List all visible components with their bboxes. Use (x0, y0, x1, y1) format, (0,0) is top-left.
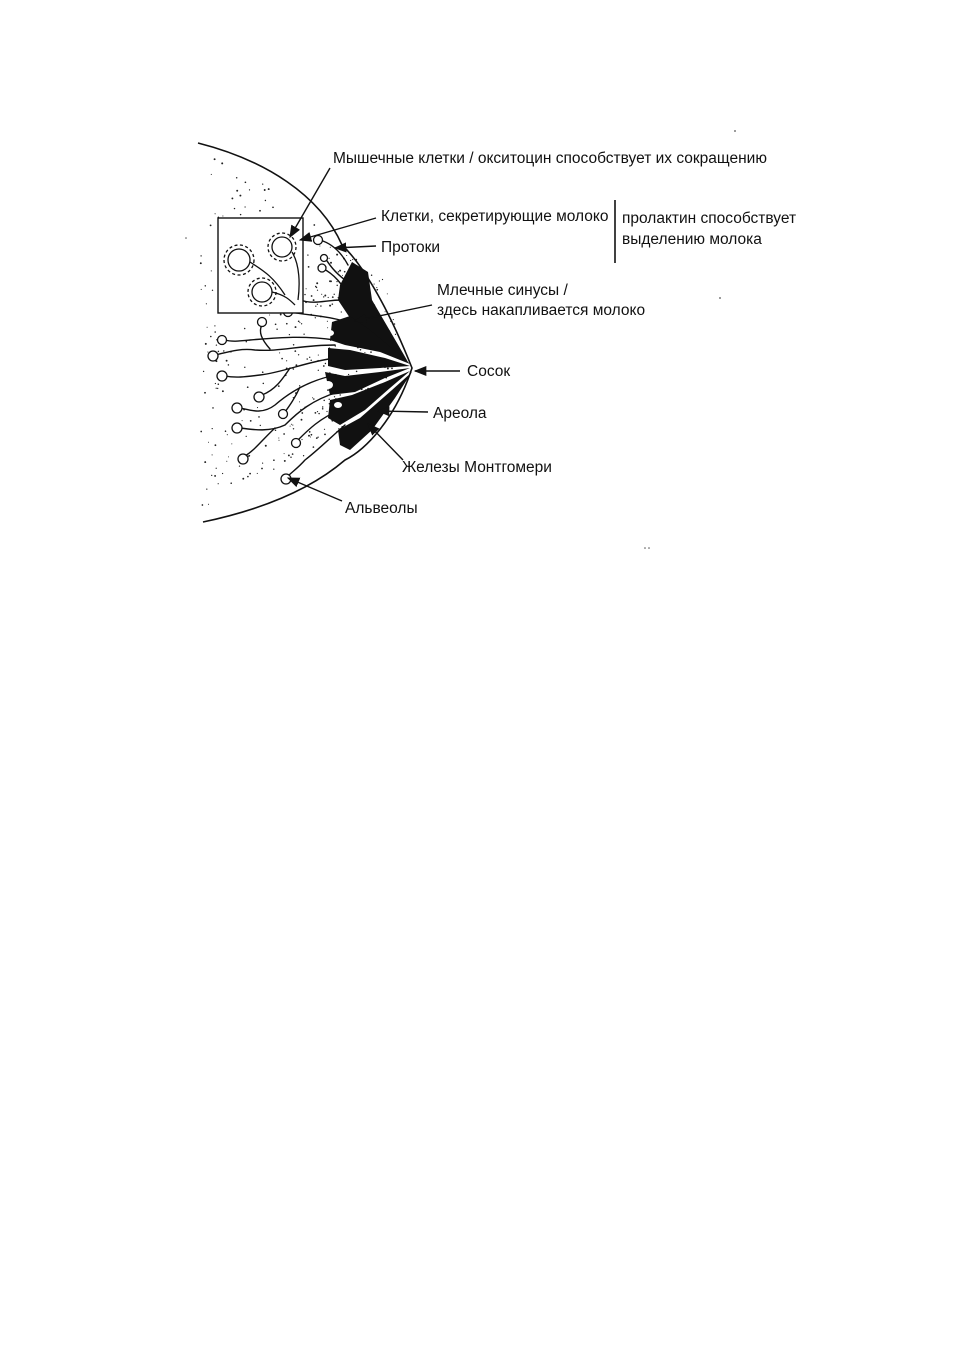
stipple-dot (215, 444, 217, 446)
stipple-dot (239, 465, 240, 466)
stipple-dot (313, 446, 315, 448)
stipple-dot (245, 181, 247, 183)
stipple-dot (328, 297, 329, 298)
stipple-dot (289, 334, 290, 335)
stipple-dot (263, 383, 265, 385)
stipple-dot (303, 455, 304, 456)
stipple-dot (376, 287, 377, 288)
stipple-dot (200, 255, 201, 256)
stipple-dot (327, 327, 328, 328)
stipple-dot (320, 305, 322, 307)
stipple-dot (346, 255, 347, 256)
stipple-dot (355, 259, 357, 261)
stipple-dot (312, 397, 313, 398)
stipple-dot (340, 394, 341, 395)
stipple-dot (204, 392, 206, 394)
stipple-dot (341, 311, 342, 312)
stipple-dot (336, 281, 337, 282)
stipple-dot (318, 355, 319, 356)
stipple-dot (275, 430, 277, 432)
stipple-dot (260, 425, 261, 426)
stipple-dot (268, 188, 270, 190)
stipple-dot (217, 388, 218, 389)
stipple-dot (318, 413, 319, 414)
stipple-dot (223, 350, 224, 351)
lactiferous-sinuses (325, 262, 412, 450)
stipple-dot (336, 285, 337, 286)
stipple-dot (315, 306, 316, 307)
stipple-dot (244, 206, 245, 207)
stipple-dot (222, 215, 223, 216)
stipple-dot (250, 420, 252, 422)
stipple-dot (236, 190, 238, 192)
stipple-dot (291, 424, 292, 425)
stipple-dot (336, 254, 338, 256)
stipple-dot (293, 368, 295, 370)
stipple-dot (332, 296, 334, 298)
label-muscle-cells: Мышечные клетки / окситоцин способствует их сокращению (333, 150, 767, 167)
stipple-dot (276, 328, 277, 329)
stipple-dot (225, 430, 227, 432)
label-montgomery: Железы Монтгомери (402, 459, 552, 476)
stipple-dot (330, 262, 332, 264)
stipple-dot (286, 360, 287, 361)
stipple-dot (348, 374, 349, 375)
label-sinuses-line1: Млечные синусы / (437, 282, 568, 299)
stipple-dot (310, 436, 311, 437)
stipple-dot (211, 475, 212, 476)
stipple-dot (284, 460, 286, 462)
stipple-dot (290, 426, 291, 427)
stipple-dot (299, 385, 300, 386)
stipple-dot (323, 365, 325, 367)
stipple-dot (298, 320, 300, 322)
stipple-dot (269, 314, 270, 315)
stipple-dot (339, 270, 341, 272)
stipple-dot (210, 336, 212, 338)
stipple-dot (317, 290, 318, 291)
stipple-dot (293, 344, 295, 346)
label-nipple: Сосок (467, 363, 511, 380)
stipple-dot (316, 282, 318, 284)
stipple-dot (334, 396, 335, 397)
stipple-dot (324, 429, 325, 430)
stipple-dot (393, 319, 394, 320)
stipple-dot (206, 303, 207, 304)
stipple-dot (329, 399, 330, 400)
stipple-dot (342, 275, 343, 276)
stipple-dot (242, 478, 244, 480)
stipple-dot (326, 411, 327, 412)
stipple-dot (262, 183, 263, 184)
stipple-dot (281, 358, 283, 360)
stipple-dot (264, 189, 266, 191)
stipple-dot (308, 435, 310, 437)
stipple-dot (262, 371, 264, 373)
stipple-dot (387, 293, 388, 294)
stipple-dot (211, 174, 212, 175)
stipple-dot (385, 311, 386, 312)
stipple-dot (273, 459, 275, 461)
stipple-dot (391, 368, 393, 370)
stipple-dot (314, 412, 316, 414)
stipple-dot (278, 437, 279, 438)
stipple-dot (249, 189, 250, 190)
stipple-dot (202, 504, 204, 506)
stipple-dot (215, 383, 216, 384)
stipple-dot (364, 352, 365, 353)
stipple-dot (207, 351, 208, 352)
stipple-dot (324, 434, 326, 436)
stipple-dot (303, 334, 304, 335)
stipple-dot (332, 303, 334, 305)
stipple-dot (221, 162, 223, 164)
stipple-dot (261, 468, 263, 470)
stipple-dot (258, 416, 260, 418)
scan-specks (185, 130, 736, 549)
stipple-dot (244, 367, 245, 368)
stipple-dot (311, 434, 313, 436)
stipple-dot (313, 398, 315, 400)
stipple-dot (382, 279, 383, 280)
stipple-dot (324, 295, 326, 297)
stipple-dot (210, 224, 212, 226)
stipple-dot (278, 440, 279, 441)
stipple-dot (227, 434, 228, 435)
stipple-dot (356, 371, 358, 373)
stipple-dot (240, 214, 241, 215)
stipple-dot (328, 258, 329, 259)
stipple-dot (298, 354, 299, 355)
stipple-dot (246, 436, 247, 437)
stipple-dot (272, 206, 274, 208)
stipple-dot (288, 454, 290, 456)
stipple-dot (218, 351, 220, 353)
stipple-dot (215, 213, 216, 214)
stipple-dot (330, 247, 331, 248)
stipple-dot (315, 286, 316, 287)
stipple-dot (329, 305, 331, 307)
stipple-dot (222, 473, 223, 474)
stipple-dot (203, 371, 204, 372)
label-prolactin-line2: выделению молока (622, 231, 762, 248)
stipple-dot (257, 407, 258, 408)
stipple-dot (200, 262, 202, 264)
stipple-dot (293, 428, 294, 429)
stipple-dot (301, 439, 302, 440)
stipple-dot (234, 208, 235, 209)
stipple-dot (309, 431, 311, 433)
stipple-dot (216, 344, 217, 345)
stipple-dot (322, 406, 323, 407)
stipple-dot (239, 195, 241, 197)
stipple-dot (284, 453, 285, 454)
stipple-dot (316, 437, 318, 439)
stipple-dot (338, 271, 339, 272)
stipple-dot (214, 158, 216, 160)
stipple-dot (214, 475, 216, 477)
stipple-dot (292, 425, 293, 426)
stipple-dot (334, 294, 335, 295)
stipple-dot (212, 428, 213, 429)
stipple-dot (214, 325, 215, 326)
stipple-dot (283, 433, 285, 435)
inset-box (218, 218, 303, 313)
stipple-dot (318, 370, 319, 371)
stipple-dot (319, 245, 320, 246)
stipple-dot (308, 266, 310, 268)
stipple-dot (206, 488, 207, 489)
stipple-dot (317, 411, 318, 412)
stipple-dot (350, 260, 351, 261)
stipple-dot (249, 473, 251, 475)
stipple-dot (372, 285, 373, 286)
label-ducts: Протоки (381, 239, 441, 256)
stipple-dot (327, 321, 328, 322)
stipple-dot (394, 323, 396, 325)
stipple-dot (315, 317, 316, 318)
stipple-dot (313, 224, 315, 226)
stipple-dot (344, 271, 346, 273)
stipple-dot (226, 360, 228, 362)
stipple-dot (325, 363, 326, 364)
stipple-dot (323, 296, 324, 297)
stipple-dot (265, 200, 266, 201)
stipple-dot (299, 322, 300, 323)
stipple-dot (242, 420, 243, 421)
stipple-dot (200, 431, 202, 433)
stipple-dot (295, 326, 297, 328)
stipple-dot (321, 294, 322, 295)
stipple-dot (211, 270, 212, 271)
stipple-dot (329, 280, 331, 282)
stipple-dot (216, 388, 217, 389)
label-prolactin-line1: пролактин способствует (622, 210, 797, 227)
stipple-dot (360, 349, 362, 351)
stipple-dot (371, 274, 372, 275)
stipple-dot (280, 314, 282, 316)
stipple-dot (205, 343, 207, 345)
stipple-dot (301, 419, 303, 421)
stipple-dot (301, 412, 303, 414)
label-alveoli: Альвеолы (345, 500, 418, 517)
stipple-dot (247, 386, 249, 388)
stipple-dot (301, 323, 302, 324)
stipple-dot (205, 285, 206, 286)
stipple-dot (236, 177, 238, 179)
label-secreting-cells: Клетки, секретирующие молоко (381, 208, 609, 225)
stipple-dot (273, 469, 274, 470)
stipple-dot (292, 453, 294, 455)
stipple-dot (304, 294, 305, 295)
stipple-dot (257, 473, 258, 474)
label-sinuses-line2: здесь накапливается молоко (437, 302, 646, 319)
stipple-dot (214, 331, 216, 333)
stipple-dot (230, 482, 232, 484)
stipple-dot (327, 389, 329, 391)
stipple-dot (390, 321, 391, 322)
stipple-dot (294, 350, 296, 352)
stipple-dot (275, 323, 277, 325)
stipple-dot (376, 289, 378, 291)
stipple-dot (228, 456, 229, 457)
stipple-dot (278, 385, 280, 387)
stipple-dot (212, 454, 213, 455)
stipple-dot (290, 457, 291, 458)
stipple-dot (299, 401, 300, 402)
stipple-dot (307, 254, 308, 255)
stipple-dot (216, 468, 217, 469)
stipple-dot (352, 259, 353, 260)
stipple-dot (306, 358, 308, 360)
stipple-dot (395, 334, 396, 335)
stipple-dot (317, 304, 318, 305)
stipple-dot (322, 408, 324, 410)
stipple-dot (231, 197, 233, 199)
stipple-dot (201, 289, 202, 290)
stipple-dot (208, 442, 209, 443)
stipple-dot (317, 437, 318, 438)
stipple-dot (231, 443, 232, 444)
stipple-dot (279, 352, 280, 353)
stipple-dot (218, 383, 220, 385)
stipple-dot (262, 463, 263, 464)
stipple-dot (379, 280, 380, 281)
stipple-dot (370, 351, 372, 353)
stipple-dot (265, 445, 267, 447)
stipple-dot (212, 407, 214, 409)
label-areola: Ареола (433, 405, 487, 422)
stipple-dot (244, 328, 246, 330)
stipple-dot (207, 327, 208, 328)
stipple-dot (226, 461, 227, 462)
stipple-dot (212, 290, 213, 291)
stipple-dot (247, 476, 249, 478)
stipple-dot (286, 323, 288, 325)
stipple-dot (310, 359, 312, 361)
stipple-dot (374, 284, 375, 285)
stipple-dot (306, 288, 307, 289)
stipple-dot (204, 461, 206, 463)
stipple-dot (309, 357, 310, 358)
stipple-dot (259, 210, 261, 212)
stipple-dot (311, 295, 313, 297)
stipple-dot (387, 368, 389, 370)
stipple-dot (313, 299, 315, 301)
stipple-dot (208, 504, 209, 505)
stipple-dot (228, 364, 230, 366)
stipple-dot (222, 390, 224, 392)
stipple-dot (218, 483, 219, 484)
stipple-dot (323, 400, 325, 402)
